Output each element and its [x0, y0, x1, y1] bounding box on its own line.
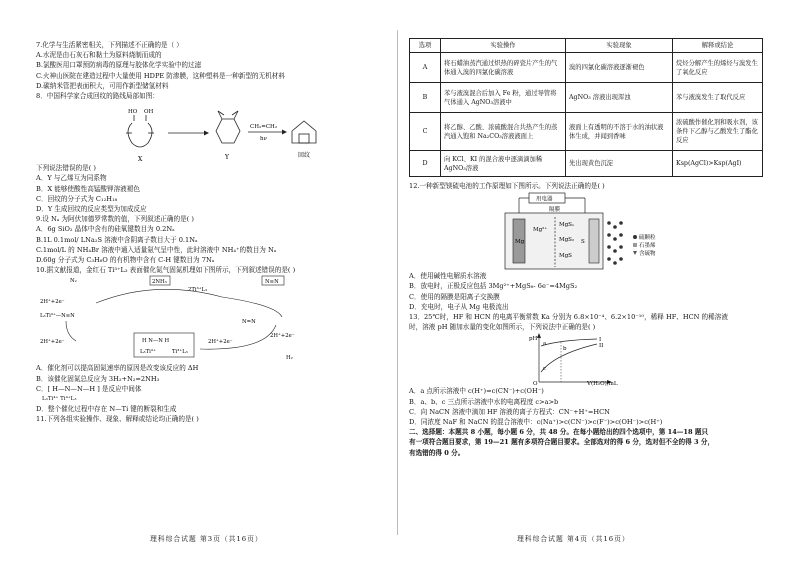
q12-option-b: B．放电时，正极反应包括 3Mg²⁺+MgS₈- 6e⁻=4MgS₂ [409, 282, 578, 291]
mech-h-e-3: 2H⁺+2e⁻ [208, 339, 233, 346]
q9-option-d: D.60g 分子式为 C₃H₈O 的有机物中含有 C-H 键数目为 7Nₐ [36, 256, 215, 265]
q9-option-b: B.1L 0.1mol/ LNa₂S 溶液中含阴离子数目大于 0.1Nₐ [36, 235, 198, 244]
mgs-label: MgS [559, 253, 572, 260]
mech-n-n: N=N [242, 319, 256, 326]
row-b-op: 苯与液溴混合后加入 Fe 粉，通过导管将气体通入 AgNO₃溶液中 [441, 83, 566, 113]
legend-sulfur-icon [633, 235, 637, 239]
q7-option-c: C.火神山医院在建造过程中大量使用 HDPE 防渗膜，这种塑料是一种新型的无机材料 [36, 71, 285, 80]
molecule-y [216, 111, 240, 143]
point-b: b [563, 346, 567, 353]
section2-line-3: 有选错的得 0 分。 [409, 448, 465, 457]
y-axis-arrow [537, 333, 541, 338]
mech-n2-box-label: N≡N [265, 279, 279, 286]
q10-option-c-label: C．[ H—N—N—H ] 是反应中间体 [36, 384, 142, 393]
mech-n2-top: N₂ [70, 278, 77, 285]
table-row [410, 83, 763, 113]
row-a-opt: A [410, 53, 441, 83]
row-b-con: 苯与液溴发生了取代反应 [673, 83, 763, 113]
curve-i-label: I [599, 337, 602, 344]
mech-nh3: 2NH₃ [152, 279, 167, 286]
th-conclusion: 解释或结论 [673, 39, 763, 53]
mech-ti-center: 2Ti³⁺L₃ [188, 287, 208, 294]
y-axis-label: pH [529, 336, 538, 343]
row-c-opt: C [410, 113, 441, 151]
row-b-ph: AgNO₃ 溶液出现浑浊 [566, 83, 673, 113]
q12-battery-diagram [409, 191, 763, 271]
table-row [410, 113, 763, 151]
mech-arc-bottom [200, 325, 276, 349]
section2-line-1: 二、选择题：本题共 8 小题，每小题 6 分，共 48 分。在每小题给出的四个选项中，第 14—18 题只 [409, 428, 709, 437]
mgsx-label: MgSₓ [559, 222, 575, 229]
q7-option-d: D.碳纳米管把表面积大，可用作新型储氢材料 [36, 81, 169, 90]
th-option: 选项 [410, 39, 441, 53]
table-header-row [410, 39, 763, 53]
x-label: X [138, 156, 143, 164]
arrow-y-product-head [282, 130, 287, 135]
q8-synthesis-diagram [36, 101, 336, 163]
cathode [589, 219, 599, 263]
q13-option-d: D．同浓度 NaF 和 NaCN 的混合溶液中：c(Na⁺)>c(CN⁻)>c(F⁻)>c(OH⁻)>c(H⁺) [409, 418, 663, 427]
q13-stem-2: 时，溶液 pH 随加水量的变化如图所示，下列说法中正确的是( ) [409, 323, 596, 332]
reagent-light: hν [260, 136, 267, 143]
row-a-op: 将石蜡油蒸汽通过炽热的碎瓷片产生的气体通入溴的四氯化碳溶液 [441, 53, 566, 83]
q10-option-b: B．该催化固氮总反应为 3H₂+N₂=2NH₃ [36, 374, 160, 383]
mech-lti-n2: L₃Ti³⁺—N≡N [40, 313, 75, 320]
q11-table [409, 38, 763, 177]
arrow-x-y-head [204, 131, 209, 136]
q10-mechanism-diagram [36, 275, 336, 363]
row-c-op: 将乙醇、乙酸、浓硫酸混合共热产生的蒸汽通入饱和 Na₂CO₃溶液液面上 [441, 113, 566, 151]
q8-option-d: D．Y 生成回纹的反应类型为加成反应 [36, 205, 147, 214]
q9-option-a: A．6g SiO₂ 晶体中含有的硅氧键数目为 0.2Nₐ [36, 225, 175, 234]
q10-option-c [36, 384, 387, 394]
row-a-ph: 溴的四氯化碳溶液逐渐褪色 [566, 53, 673, 83]
q8-option-a: A．Y 与乙烯互为同系物 [36, 174, 107, 183]
table-row [410, 151, 763, 177]
mech-arc-right [222, 297, 282, 317]
section2-line-2: 有一项符合题目要求，第 19—21 题有多项符合题目要求。全部选对的得 6 分，选对但不全的得 3 分， [409, 438, 715, 447]
mg-label: Mg [515, 239, 525, 246]
mech-ti-right: Ti³⁺L₃ [172, 349, 188, 356]
q11-stem: 11.下列各组实验操作、现象、解释或结论均正确的是( ) [36, 415, 199, 424]
q13-ph-graph [409, 332, 763, 386]
legend-sulfur: 硫颗粒 [639, 235, 656, 242]
x-ho-label: HO [128, 109, 138, 116]
mech-h2: H₂ [286, 355, 293, 362]
row-a-con: 烷烃分解产生的烯烃与溴发生了氧化反应 [673, 53, 763, 83]
row-c-con: 浓硫酸作催化剂和吸水剂，该条件下乙醇与乙酸发生了酯化反应 [673, 113, 763, 151]
legend-sulfide-icon [633, 251, 637, 255]
table-row [410, 53, 763, 83]
mech-intermediate: H N—N H [142, 338, 170, 345]
product-label: 回纹 [298, 152, 311, 160]
q8-option-c: C．回纹的分子式为 C₁₂H₁₈ [36, 194, 118, 203]
particle-cluster [607, 221, 623, 265]
th-phenomenon: 实验现象 [566, 39, 673, 53]
point-c: c [543, 366, 547, 373]
q8-option-b: B．X 能够使酸性高锰酸钾溶液褪色 [36, 184, 140, 193]
molecule-x [126, 115, 154, 147]
mgs2-label: MgS₂ [559, 237, 575, 244]
row-d-ph: 先出现黄色沉淀 [566, 151, 673, 177]
q13-option-a: A．a 点所示溶液中 c(H⁺)=c(CN⁻)+c(OH⁻) [409, 387, 544, 396]
q9-option-c: C.1mol/L 的 NH₄Br 溶液中通入适量氨气呈中性，此时溶液中 NH₄⁺的数目为 Nₐ [36, 245, 277, 254]
curve-ii-label: II [599, 343, 604, 350]
row-d-opt: D [410, 151, 441, 177]
x-oh-label: OH [144, 109, 154, 116]
q12-option-d: D．充电时，电子从 Mg 电极流出 [409, 302, 509, 311]
mech-l3ti: L₃Ti³⁺ [140, 349, 156, 356]
q12-stem: 12.一种新型镁硫电池的工作原理如下图所示。下列说法正确的是( ) [409, 182, 605, 190]
right-page [397, 0, 794, 561]
mech-h-e-1: 2H⁺+2e⁻ [40, 299, 65, 306]
q8-stem: 8．中国科学家合成回纹的路线局部如图： [36, 92, 159, 101]
left-footer: 理科综合试题 第3页（共16页） [150, 535, 263, 543]
mech-arc-left [66, 321, 76, 341]
q13-option-c: C．向 NaCN 溶液中滴加 HF 溶液的离子方程式：CN⁻+H⁺=HCN [409, 407, 610, 416]
s-label: S [581, 239, 585, 246]
q10-stem: 10.据文献报道，金红石 Ti³⁺L₃ 表面催化氮气固氮机理如下图所示，下列叙述错误的是( ) [36, 266, 296, 275]
row-b-opt: B [410, 83, 441, 113]
mg2-label: Mg²⁺ [533, 227, 548, 234]
q13-stem-1: 13．25℃时，HF 和 HCN 的电离平衡常数 Ka 分别为 6.8×10⁻⁴、6.2×10⁻¹⁰，稀释 HF、HCN 的稀溶液 [409, 313, 728, 322]
point-a: a [543, 341, 547, 348]
q7-option-b: B.氯酸医用口罩预防病毒的原理与胶体化学实验中的过滤 [36, 61, 202, 70]
device-label: 用电器 [536, 196, 553, 203]
row-d-op: 向 KCl、KI 的混合液中逐滴滴加稀 AgNO₃溶液 [441, 151, 566, 177]
q7-stem: 7.化学与生活紧密相关，下列描述不正确的是（ ） [36, 41, 183, 49]
curve-ii [541, 344, 597, 372]
q10-option-d: D．整个催化过程中存在 N—Ti 键的断裂和生成 [36, 405, 177, 414]
q12-option-a: A．使用碱性电解质水溶液 [409, 272, 487, 281]
curve-i [541, 339, 597, 346]
legend-graphene-icon [633, 243, 637, 247]
q10-option-c-struct: L₃Ti⁴⁺ Ti⁴⁺L₃ [42, 396, 77, 403]
x-axis-label: V(H₂O)/mL [587, 381, 618, 387]
legend-graphene: 石墨烯 [639, 243, 656, 250]
mech-h-e-2: 2H⁺+2e⁻ [40, 339, 65, 346]
q8-prompt: 下列说法错误的是( ) [36, 164, 96, 173]
legend-sulfide: 含硫物 [639, 251, 656, 258]
q10-option-a: A．催化剂可以提高固氮速率的原因是改变该反应的 ΔH [36, 364, 199, 373]
row-c-ph: 液面上有透明的不溶于水的油状液体生成，并闻到香味 [566, 113, 673, 151]
reagent-ethylene: CH₂=CH₂ [250, 124, 278, 131]
right-footer: 理科综合试题 第4页（共16页） [517, 535, 630, 543]
mech-h-e-4: 2H⁺+2e⁻ [270, 333, 295, 340]
q7-option-a: A.水泥是由石灰石和黏土为原料烧制而成的 [36, 51, 162, 60]
q9-stem: 9.设 Nₐ 为阿伏加德罗常数的值，下列叙述正确的是( ) [36, 215, 194, 224]
membrane-label: 隔膜 [549, 207, 561, 214]
q12-option-c: C．使用的隔膜是阳离子交换膜 [409, 292, 500, 301]
th-operation: 实验操作 [441, 39, 566, 53]
row-d-con: Ksp(AgCl)>Ksp(AgI) [673, 151, 763, 177]
molecule-product [292, 121, 316, 143]
q13-option-b: B．a、b、c 三点所示溶液中水的电离程度 c>a>b [409, 397, 559, 406]
origin-label: O [533, 381, 538, 387]
y-label: Y [225, 154, 229, 162]
